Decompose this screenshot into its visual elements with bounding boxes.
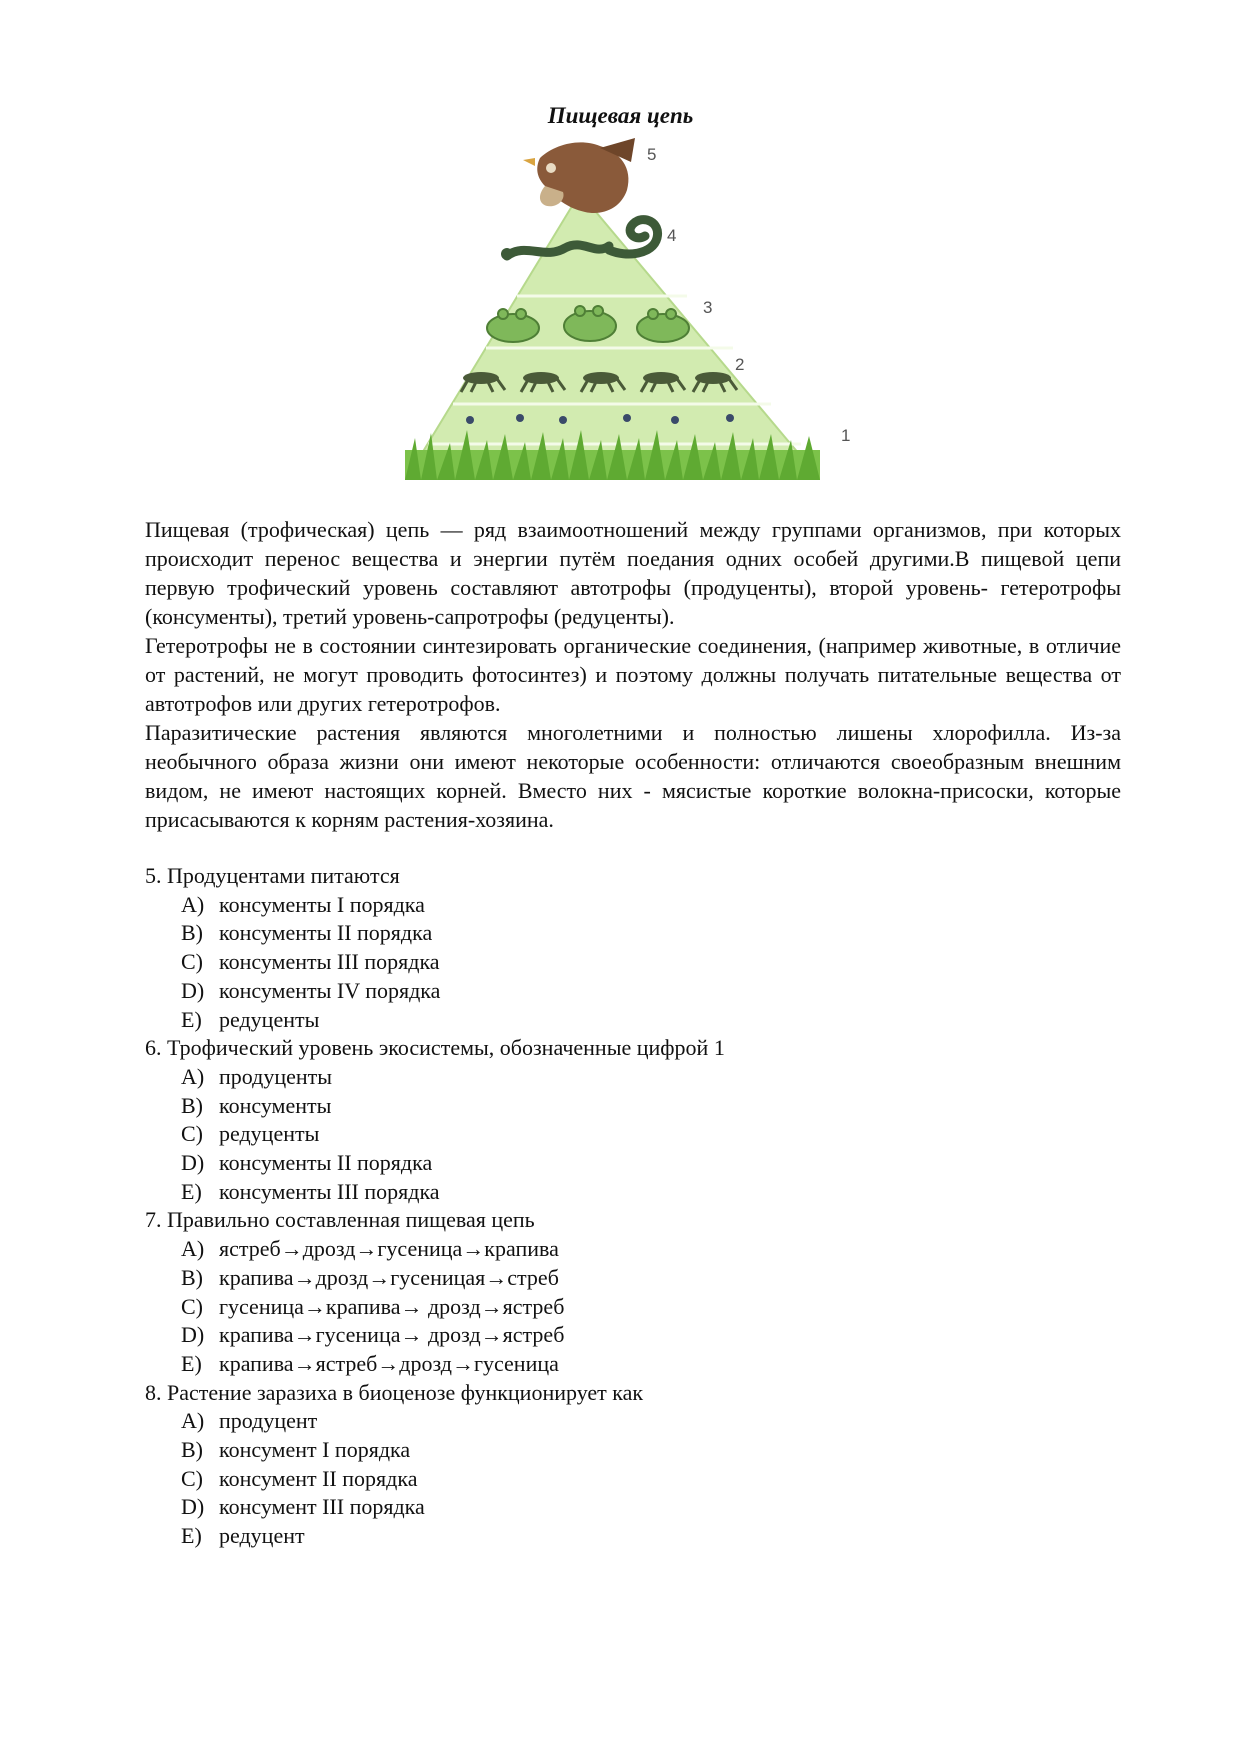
option-text: продуценты [219, 1063, 333, 1089]
option-letter: B) [181, 1092, 203, 1118]
option-text: консументы III порядка [219, 1178, 440, 1204]
option-text: крапива→ястреб→дрозд→гусеница [219, 1350, 559, 1376]
option-text: ястреб→дрозд→гусеница→крапива [219, 1236, 559, 1262]
question-prompt: 8. Растение заразиха в биоценозе функционирует как [145, 1379, 644, 1405]
answer-options [145, 891, 1121, 1035]
answer-option-d[interactable] [181, 1493, 1121, 1522]
questions-list [145, 862, 1121, 1551]
paragraph-food-chain: Пищевая (трофическая) цепь — ряд взаимоотношений между группами организмов, при которых происходит перенос вещества и энергии путём поедания одних особей другими.В пищевой цепи первую трофический уровень составляют автотрофы (продуценты), второй уровень- гетеротрофы (консументы), третий уровень-сапротрофы (редуценты). [145, 517, 1121, 629]
option-letter: E) [181, 1006, 202, 1032]
question-prompt: 5. Продуцентами питаются [145, 863, 400, 888]
answer-options [145, 1235, 1121, 1379]
option-text: крапива→дрозд→гусеницая→стреб [219, 1264, 559, 1290]
option-text: консументы [219, 1092, 332, 1118]
answer-option-c[interactable] [181, 1293, 1121, 1322]
option-letter: A) [181, 1063, 205, 1089]
answer-option-b[interactable] [181, 1436, 1121, 1465]
option-letter: E) [181, 1178, 202, 1204]
option-letter: E) [181, 1523, 202, 1549]
option-text: консументы I порядка [219, 891, 425, 917]
question-8 [145, 1379, 1121, 1551]
option-text: редуценты [219, 1121, 320, 1147]
option-text: продуцент [219, 1408, 318, 1434]
question-5 [145, 862, 1121, 1034]
option-text: консументы II порядка [219, 920, 433, 946]
answer-option-c[interactable] [181, 1465, 1121, 1494]
hawk-icon [523, 138, 635, 213]
option-letter: D) [181, 977, 205, 1003]
answer-option-c[interactable] [181, 948, 1121, 977]
option-text: редуцент [219, 1523, 305, 1549]
level-label-4: 4 [667, 226, 677, 245]
answer-option-b[interactable] [181, 919, 1121, 948]
level-label-5: 5 [647, 145, 657, 164]
answer-options [145, 1407, 1121, 1551]
option-text: консументы III порядка [219, 949, 440, 975]
option-text: консумент I порядка [219, 1437, 411, 1463]
answer-option-b[interactable] [181, 1092, 1121, 1121]
answer-option-e[interactable] [181, 1006, 1121, 1035]
option-text: консументы II порядка [219, 1150, 433, 1176]
answer-option-d[interactable] [181, 1321, 1121, 1350]
option-letter: B) [181, 920, 203, 946]
option-letter: C) [181, 949, 203, 975]
question-7 [145, 1206, 1121, 1378]
option-text: консумент III порядка [219, 1494, 425, 1520]
answer-option-a[interactable] [181, 1407, 1121, 1436]
option-letter: A) [181, 1408, 205, 1434]
option-letter: C) [181, 1121, 203, 1147]
paragraph-parasitic-plants: Паразитические растения являются многолетними и полностью лишены хлорофилла. Из-за необычного образа жизни они имеют некоторые особенности: отличаются своеобразным внешним видом, не имеют настоящих корней. Вместо них - мясистые короткие волокна-присоски, которые присасываются к корням растения-хозяина. [145, 720, 1121, 832]
question-prompt: 6. Трофический уровень экосистемы, обозначенные цифрой 1 [145, 1035, 725, 1061]
answer-option-b[interactable] [181, 1264, 1121, 1293]
level-label-1: 1 [841, 426, 851, 445]
food-pyramid-figure [395, 138, 855, 488]
option-text: консументы IV порядка [219, 977, 441, 1003]
answer-option-a[interactable] [181, 891, 1121, 920]
intro-text [145, 515, 1121, 834]
option-letter: B) [181, 1264, 203, 1290]
option-text: консумент II порядка [219, 1465, 418, 1491]
option-letter: C) [181, 1293, 203, 1319]
option-letter: D) [181, 1150, 205, 1176]
answer-options [145, 1063, 1121, 1207]
option-text: редуценты [219, 1006, 320, 1032]
option-letter: E) [181, 1350, 202, 1376]
food-pyramid-illustration [395, 138, 855, 488]
answer-option-d[interactable] [181, 1149, 1121, 1178]
answer-option-a[interactable] [181, 1063, 1121, 1092]
option-letter: D) [181, 1494, 205, 1520]
paragraph-heterotrophs: Гетеротрофы не в состоянии синтезировать органические соединения, (например животные, в отличие от растений, не могут проводить фотосинтез) и поэтому должны получать питательные вещества от автотрофов или других гетеротрофов. [145, 633, 1121, 716]
option-letter: D) [181, 1322, 205, 1348]
option-letter: C) [181, 1465, 203, 1491]
level-label-3: 3 [703, 298, 713, 317]
option-letter: A) [181, 1236, 205, 1262]
question-6 [145, 1034, 1121, 1206]
answer-option-e[interactable] [181, 1178, 1121, 1207]
answer-option-c[interactable] [181, 1120, 1121, 1149]
option-letter: A) [181, 891, 205, 917]
option-text: крапива→гусеница→ дрозд→ястреб [219, 1322, 565, 1348]
question-prompt: 7. Правильно составленная пищевая цепь [145, 1207, 535, 1233]
answer-option-d[interactable] [181, 977, 1121, 1006]
option-letter: B) [181, 1437, 203, 1463]
level-label-2: 2 [735, 355, 745, 374]
page-title: Пищевая цепь [547, 103, 694, 128]
answer-option-e[interactable] [181, 1350, 1121, 1379]
answer-option-a[interactable] [181, 1235, 1121, 1264]
answer-option-e[interactable] [181, 1522, 1121, 1551]
option-text: гусеница→крапива→ дрозд→ястреб [219, 1293, 565, 1319]
